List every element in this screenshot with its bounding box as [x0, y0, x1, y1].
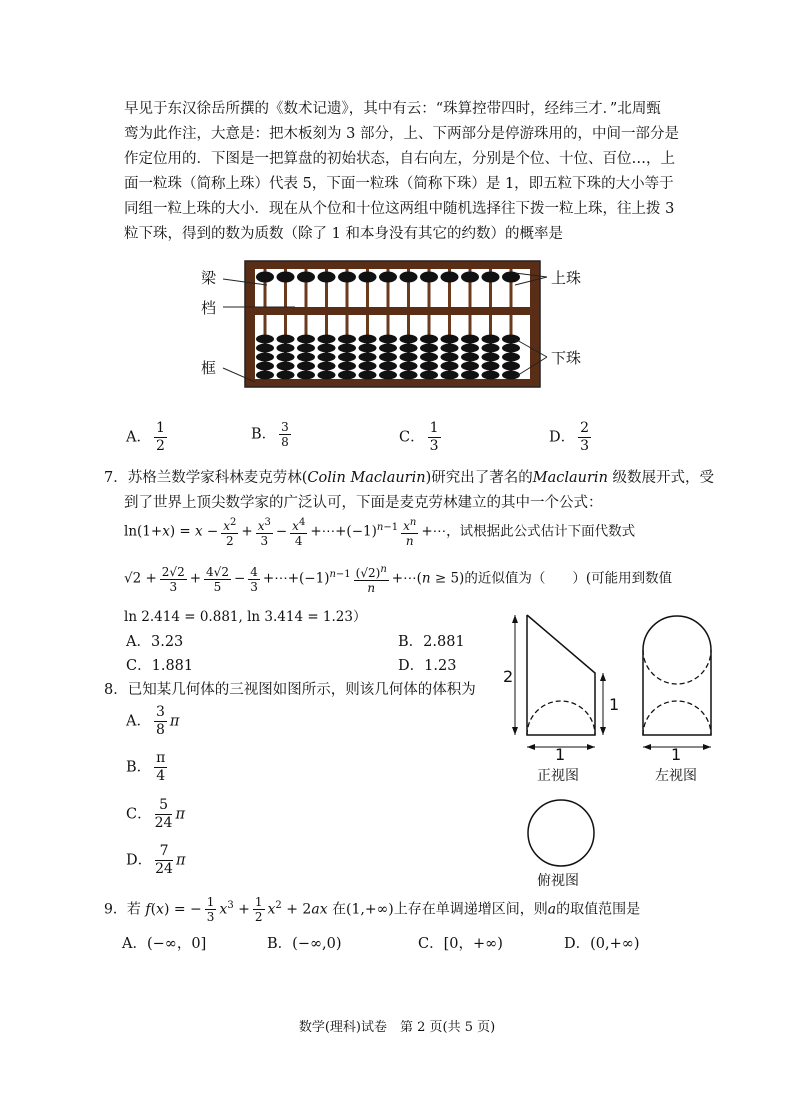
upper-bead	[318, 272, 336, 283]
lower-bead	[359, 362, 377, 371]
q6-line-3: 作定位用的．下图是一把算盘的初始状态，自右向左，分别是个位、十位、百位…，上	[124, 151, 675, 167]
label-beam: 梁	[201, 269, 217, 287]
lower-bead	[256, 353, 274, 362]
lower-bead	[461, 353, 479, 362]
q7-given-values: ln 2.414 = 0.881, ln 3.414 = 1.23）	[124, 609, 367, 625]
q6-option-d[interactable]: D． $\frac{2}{3}$	[549, 420, 590, 454]
lower-bead	[420, 371, 438, 380]
lower-bead	[441, 371, 459, 380]
upper-bead	[297, 272, 315, 283]
q8-option-d[interactable]: D． $\frac{7}{24}$ π	[126, 843, 186, 877]
lower-bead	[338, 362, 356, 371]
q9-option-c[interactable]: C．[0，+∞)	[418, 936, 503, 952]
q6-line-6: 粒下珠，得到的数为质数（除了 1 和本身没有其它的约数）的概率是	[124, 226, 563, 242]
lower-bead	[277, 353, 295, 362]
lower-bead	[482, 371, 500, 380]
lower-bead	[379, 362, 397, 371]
q7-option-d[interactable]: D．1.23	[398, 658, 457, 674]
lower-bead	[256, 344, 274, 353]
q8-option-b[interactable]: B． $\frac{\pi}{4}$	[126, 750, 166, 784]
three-views-drawing	[495, 605, 735, 895]
q6-line-5: 同组一粒上珠的大小．现在从个位和十位这两组中随机选择往下拨一粒上珠，往上拨 3	[124, 201, 675, 217]
lower-bead	[502, 335, 520, 344]
upper-bead	[256, 272, 274, 283]
lower-bead	[502, 362, 520, 371]
lower-bead	[461, 344, 479, 353]
lower-bead	[318, 344, 336, 353]
top-view	[528, 800, 594, 866]
upper-bead	[461, 272, 479, 283]
lower-bead	[400, 371, 418, 380]
lower-bead	[338, 344, 356, 353]
abacus-drawing	[195, 255, 605, 395]
lower-bead	[441, 353, 459, 362]
q7-expression: √2 + $\frac{2√2}{3}$ + $\frac{4√2}{5}$ − $\frac{4}{3}$ $+\cdots+(-1)^{n-1}$ $\frac{(√2)^n}{n}$ +⋯(n ≥ 5)的近似值为（ ）(可能用到数值	[124, 564, 673, 595]
lower-bead	[277, 362, 295, 371]
q8-stem: 8．已知某几何体的三视图如图所示，则该几何体的体积为	[104, 682, 476, 698]
lower-bead	[461, 335, 479, 344]
lower-bead	[338, 335, 356, 344]
lower-bead	[441, 362, 459, 371]
dim-front-height: 2	[503, 667, 514, 686]
lower-bead	[338, 371, 356, 380]
lower-bead	[502, 344, 520, 353]
lower-bead	[379, 335, 397, 344]
q7-intro-line-1: 7．苏格兰数学家科林麦克劳林(Colin Maclaurin)研究出了著名的Maclaurin 级数展开式，受	[104, 470, 715, 486]
lower-bead	[277, 335, 295, 344]
lower-bead	[297, 353, 315, 362]
q6-option-c[interactable]: C． $\frac{1}{3}$	[399, 420, 439, 454]
lower-bead	[482, 353, 500, 362]
upper-bead	[379, 272, 397, 283]
label-rod: 档	[201, 299, 217, 317]
lower-bead	[256, 335, 274, 344]
lower-bead	[420, 344, 438, 353]
lower-bead	[482, 344, 500, 353]
lower-bead	[400, 335, 418, 344]
lower-bead	[256, 362, 274, 371]
q9-option-d[interactable]: D．(0,+∞)	[564, 936, 640, 952]
label-frame: 框	[201, 359, 217, 377]
three-views-figure	[495, 605, 735, 895]
lower-bead	[461, 371, 479, 380]
lower-bead	[297, 344, 315, 353]
q7-intro-line-2: 到了世界上顶尖数学家的广泛认可，下面是麦克劳林建立的其中一个公式：	[124, 495, 603, 511]
top-view-label: 俯视图	[537, 873, 579, 889]
lower-bead	[338, 353, 356, 362]
q9-option-b[interactable]: B．(−∞,0)	[267, 936, 342, 952]
lower-bead	[277, 344, 295, 353]
upper-bead	[441, 272, 459, 283]
q6-line-2: 鸾为此作注，大意是：把木板刻为 3 部分，上、下两部分是停游珠用的，中间一部分是	[124, 126, 679, 142]
side-view	[643, 616, 711, 750]
front-view-label: 正视图	[537, 768, 579, 784]
q7-option-c[interactable]: C．1.881	[126, 658, 194, 674]
lower-bead	[379, 344, 397, 353]
q8-option-c[interactable]: C． $\frac{5}{24}$ π	[126, 797, 185, 831]
lower-bead	[420, 353, 438, 362]
abacus-beam	[255, 307, 530, 315]
lower-bead	[277, 371, 295, 380]
q6-option-a[interactable]: A． $\frac{1}{2}$	[126, 420, 165, 454]
upper-bead	[338, 272, 356, 283]
lower-bead	[256, 371, 274, 380]
dim-side-width: 1	[671, 745, 682, 764]
lower-bead	[359, 344, 377, 353]
lower-bead	[482, 362, 500, 371]
upper-bead	[359, 272, 377, 283]
lower-bead	[359, 371, 377, 380]
lower-bead	[359, 335, 377, 344]
q7-formula: ln(1+x) = x − $\frac{x^2}{2}$ + $\frac{x^3}{3}$ − $\frac{x^4}{4}$ $+\cdots+(-1)^{n-1}$ $\frac{x^n}{n}$ +⋯，试根据此公式估计下面代数式	[124, 517, 636, 548]
lower-bead	[420, 362, 438, 371]
lower-bead	[297, 362, 315, 371]
abacus-figure	[195, 255, 605, 395]
q6-option-b[interactable]: B． $\frac{3}{8}$	[251, 420, 289, 449]
upper-bead	[400, 272, 418, 283]
dim-front-width: 1	[555, 745, 566, 764]
q6-line-1: 早见于东汉徐岳所撰的《数术记遗》，其中有云：“珠算控带四时，经纬三才．”北周甄	[124, 101, 661, 117]
side-view-label: 左视图	[655, 768, 697, 784]
lower-bead	[297, 335, 315, 344]
lower-bead	[297, 371, 315, 380]
lower-bead	[318, 335, 336, 344]
q9-stem: 9．若 f(x) = − $\frac{1}{3}$ $x^3$ + $\frac{1}{2}$ $x^2 + 2ax$ 在(1,+∞)上存在单调递增区间，则a的取值范围是	[104, 895, 641, 924]
lower-bead	[359, 353, 377, 362]
lower-bead	[379, 353, 397, 362]
lower-bead	[461, 362, 479, 371]
lower-bead	[318, 362, 336, 371]
lower-bead	[482, 335, 500, 344]
lower-bead	[379, 371, 397, 380]
dim-small-height: 1	[609, 695, 620, 714]
lower-bead	[420, 335, 438, 344]
q9-option-a[interactable]: A．(−∞，0]	[122, 936, 207, 952]
lower-bead	[502, 353, 520, 362]
q8-option-a[interactable]: A． $\frac{3}{8}$ π	[126, 704, 180, 738]
lower-bead	[318, 371, 336, 380]
lower-bead	[441, 344, 459, 353]
q7-option-b[interactable]: B．2.881	[398, 634, 465, 650]
lower-bead	[400, 353, 418, 362]
lower-bead	[400, 362, 418, 371]
q6-line-4: 面一粒珠（简称上珠）代表 5，下面一粒珠（简称下珠）是 1，即五粒下珠的大小等于	[124, 176, 674, 192]
lower-bead	[400, 344, 418, 353]
upper-bead	[482, 272, 500, 283]
page-footer: 数学(理科)试卷 第 2 页(共 5 页)	[298, 1020, 496, 1035]
q7-option-a[interactable]: A．3.23	[126, 634, 184, 650]
lower-bead	[441, 335, 459, 344]
front-view	[512, 615, 606, 750]
lower-bead	[318, 353, 336, 362]
label-upper-bead: 上珠	[551, 269, 582, 287]
upper-bead	[277, 272, 295, 283]
label-lower-bead: 下珠	[551, 349, 582, 367]
upper-bead	[420, 272, 438, 283]
